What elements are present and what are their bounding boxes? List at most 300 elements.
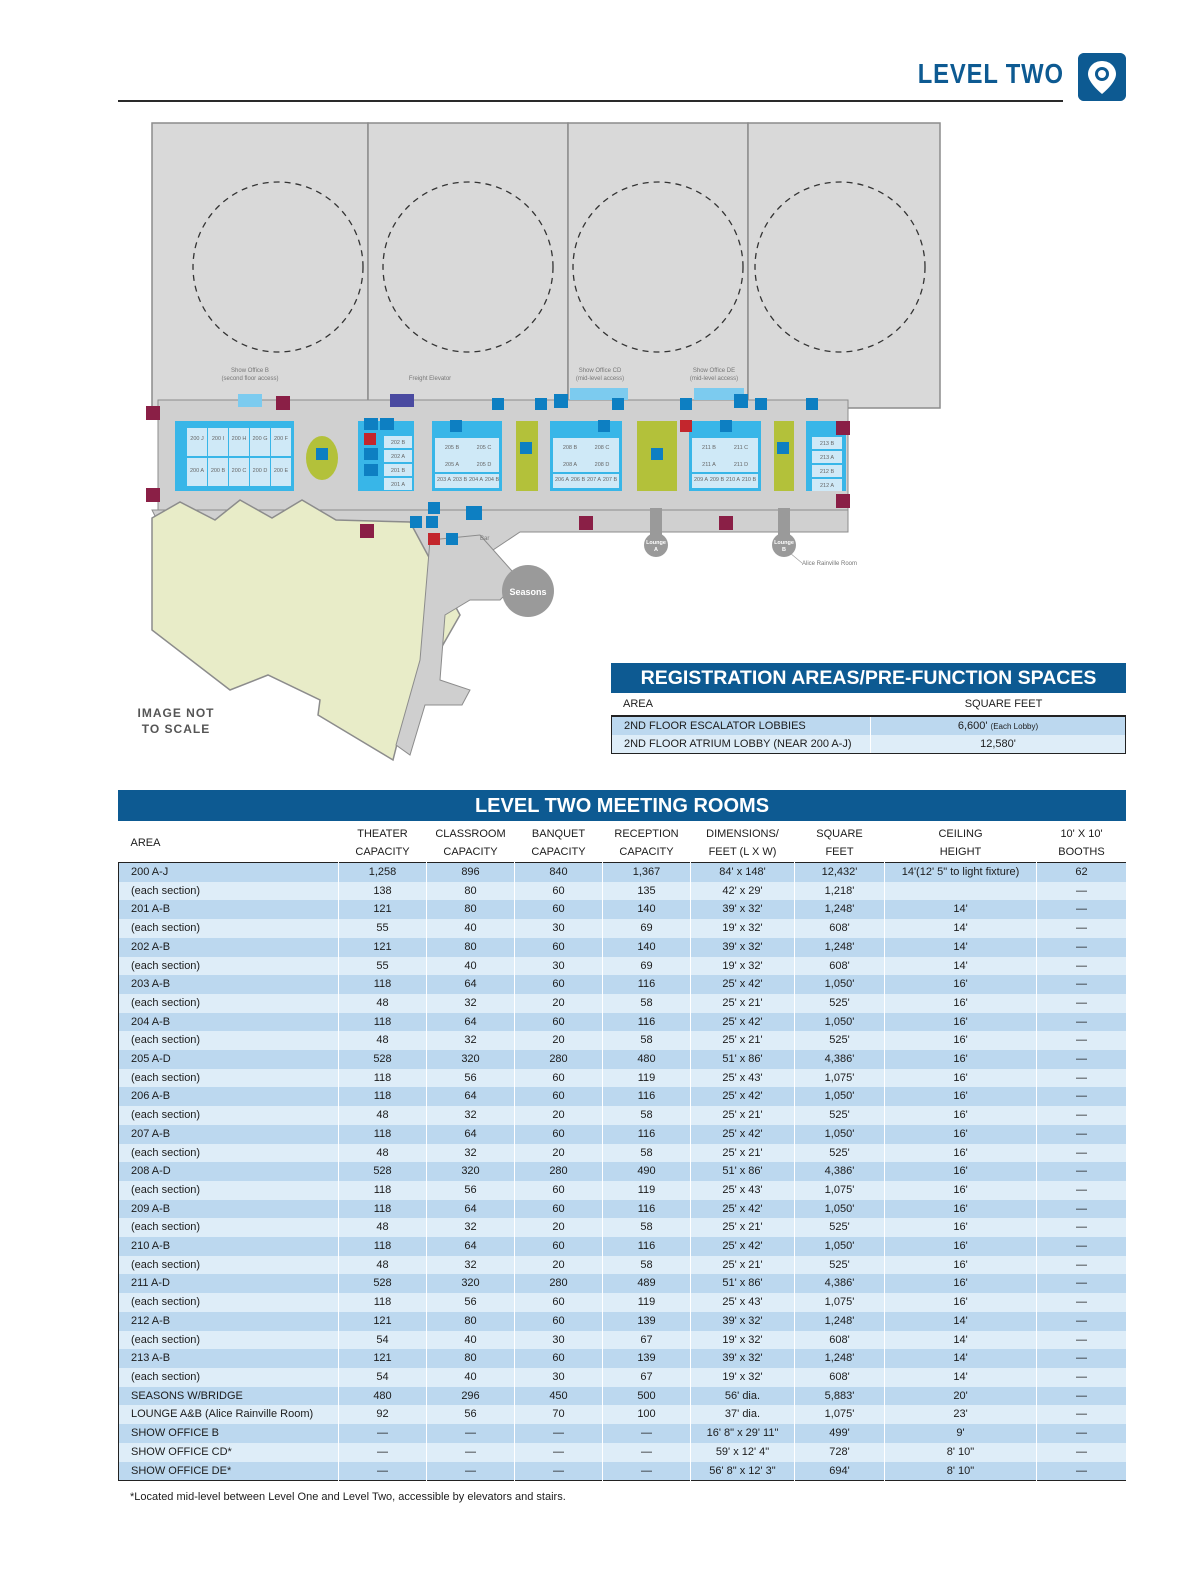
table-cell: 16' [885,975,1037,994]
table-cell: — [339,1443,427,1462]
table-cell: 4,386' [795,1274,885,1293]
table-row [119,938,1127,957]
table-row [119,1200,1127,1219]
table-cell: (each section) [119,1218,339,1237]
svg-text:205 C: 205 C [476,445,492,451]
table-cell: (each section) [119,1331,339,1350]
table-cell: (each section) [119,1256,339,1275]
table-row [119,1368,1127,1387]
table-cell: 116 [603,1200,691,1219]
exhibit-hall-d [568,123,748,408]
table-cell: 139 [603,1349,691,1368]
svg-text:213 A: 213 A [819,455,835,461]
table-row [119,1087,1127,1106]
table-cell: 16' [885,1069,1037,1088]
table-cell: 694' [795,1462,885,1481]
table-cell: — [427,1443,515,1462]
table-cell: 1,367 [603,863,691,882]
table-cell: 14' [885,938,1037,957]
column-header [339,824,427,863]
table-row [119,1106,1127,1125]
table-cell: SHOW OFFICE DE* [119,1462,339,1481]
table-cell: 525' [795,1031,885,1050]
table-cell: 56' dia. [691,1387,795,1406]
table-row [119,1013,1127,1032]
table-cell: — [1037,994,1127,1013]
table-cell: 39' x 32' [691,1349,795,1368]
column-header [119,824,339,863]
table-cell: 14' [885,919,1037,938]
table-cell: 25' x 43' [691,1181,795,1200]
table-cell: 16' [885,1293,1037,1312]
table-cell: 25' x 42' [691,975,795,994]
table-cell: 55 [339,919,427,938]
table-cell: 119 [603,1293,691,1312]
table-cell: 210 A-B [119,1237,339,1256]
table-cell: 60 [515,1013,603,1032]
table-cell: (each section) [119,994,339,1013]
table-cell: — [515,1462,603,1481]
table-cell: 64 [427,1237,515,1256]
col-area: AREA [623,698,653,710]
table-cell: — [1037,1200,1127,1219]
registration-body [611,717,1126,754]
table-cell: — [515,1443,603,1462]
table-cell: 20 [515,1144,603,1163]
table-cell: — [339,1462,427,1481]
table-cell: — [1037,1256,1127,1275]
table-cell: 1,050' [795,1087,885,1106]
svg-text:207 B: 207 B [602,477,618,483]
svg-text:200 A: 200 A [189,468,205,474]
table-cell: 16' [885,1125,1037,1144]
table-cell: 60 [515,975,603,994]
show-office-b [238,394,262,407]
table-cell: 32 [427,1144,515,1163]
meeting-rooms-header [119,824,1127,863]
table-cell: 138 [339,882,427,901]
table-cell: 25' x 42' [691,1013,795,1032]
lounge-a-label: Lounge A [646,540,666,553]
table-cell: 40 [427,1368,515,1387]
table-cell: 20 [515,994,603,1013]
table-cell: 25' x 21' [691,1031,795,1050]
table-cell: 320 [427,1274,515,1293]
info-icon [446,533,458,545]
column-header-line: BOOTHS [1058,846,1105,858]
table-cell: 525' [795,994,885,1013]
freight-elevator [390,394,414,407]
table-cell: 20 [515,1106,603,1125]
table-cell: 1,050' [795,1200,885,1219]
table-cell: 19' x 32' [691,1368,795,1387]
escalator-green-1 [516,421,538,491]
table-cell: 16' [885,1144,1037,1163]
table-row [119,1405,1127,1424]
table-row [119,1162,1127,1181]
table-cell: 80 [427,938,515,957]
table-cell: 450 [515,1387,603,1406]
exhibit-hall-c [368,123,568,408]
table-cell: 490 [603,1162,691,1181]
table-cell: 25' x 21' [691,994,795,1013]
table-cell: 1,218' [795,882,885,901]
table-cell: 25' x 42' [691,1087,795,1106]
table-cell: (each section) [119,1069,339,1088]
table-cell: 528 [339,1050,427,1069]
column-header-line: AREA [130,837,161,849]
table-cell: 64 [427,1013,515,1032]
table-cell: 119 [603,1181,691,1200]
table-cell: 64 [427,1125,515,1144]
svg-text:210 A: 210 A [725,477,741,483]
column-header [515,824,603,863]
table-row [119,1293,1127,1312]
table-cell: 1,050' [795,1013,885,1032]
table-cell: — [1037,1387,1127,1406]
table-cell: 116 [603,1125,691,1144]
table-cell: 1,075' [795,1405,885,1424]
exhibit-hall-e [748,123,940,408]
table-cell: 40 [427,1331,515,1350]
table-cell: 16' [885,1218,1037,1237]
svg-text:206 B: 206 B [570,477,586,483]
table-cell: 60 [515,938,603,957]
svg-text:203 B: 203 B [452,477,468,483]
svg-text:208 D: 208 D [594,462,610,468]
svg-text:205 B: 205 B [444,445,460,451]
table-cell: 20 [515,1218,603,1237]
column-header-line: BANQUET [531,828,586,840]
table-cell: (each section) [119,1106,339,1125]
page-title: LEVEL TWO [917,58,1064,89]
table-cell: 528 [339,1162,427,1181]
table-cell: 51' x 86' [691,1274,795,1293]
svg-text:200 G: 200 G [252,436,268,442]
table-cell: 58 [603,1031,691,1050]
table-cell: 139 [603,1312,691,1331]
svg-text:200 H: 200 H [231,436,247,442]
table-cell: 14' [885,900,1037,919]
table-cell: 69 [603,919,691,938]
table-cell: — [339,1424,427,1443]
table-cell: (each section) [119,1181,339,1200]
table-row [119,1387,1127,1406]
table-cell: 1,075' [795,1293,885,1312]
table-cell: 4,386' [795,1050,885,1069]
table-cell: 320 [427,1050,515,1069]
table-cell: 896 [427,863,515,882]
table-cell: 51' x 86' [691,1162,795,1181]
table-cell: 14' [885,1368,1037,1387]
table-cell: 60 [515,1069,603,1088]
table-cell: 60 [515,1293,603,1312]
registration-row [612,717,1125,735]
table-cell: 320 [427,1162,515,1181]
table-row [119,1031,1127,1050]
bar-label: Bar [480,536,490,542]
column-header-line: HEIGHT [939,846,982,858]
table-cell: 30 [515,957,603,976]
table-cell: — [1037,957,1127,976]
table-row [119,1462,1127,1481]
table-cell: 60 [515,1312,603,1331]
table-cell: 64 [427,1087,515,1106]
table-cell: 60 [515,1125,603,1144]
svg-text:211 C: 211 C [733,445,749,451]
table-cell: 1,248' [795,1312,885,1331]
table-cell: 37' dia. [691,1405,795,1424]
table-cell: 608' [795,1331,885,1350]
table-cell: 280 [515,1050,603,1069]
table-cell: 209 A-B [119,1200,339,1219]
svg-text:200 F: 200 F [273,436,289,442]
svg-text:208 B: 208 B [562,445,578,451]
table-row [119,957,1127,976]
table-cell: 9' [885,1424,1037,1443]
registration-sqft-cell [871,717,1125,735]
table-cell: — [515,1424,603,1443]
table-cell: 118 [339,1069,427,1088]
table-cell: 58 [603,1106,691,1125]
table-cell: 19' x 32' [691,957,795,976]
table-cell: 84' x 148' [691,863,795,882]
table-cell: 40 [427,919,515,938]
table-cell: 16' [885,1106,1037,1125]
table-cell: — [1037,1144,1127,1163]
table-cell: 213 A-B [119,1349,339,1368]
exhibit-hall-b [152,123,368,408]
svg-text:211 A: 211 A [702,462,716,468]
table-cell: 16' [885,1237,1037,1256]
table-cell: 116 [603,1013,691,1032]
meeting-rooms-table [118,790,1126,1481]
registration-note: (Each Lobby) [990,722,1039,731]
table-cell: 25' x 43' [691,1069,795,1088]
table-cell: 121 [339,1312,427,1331]
table-cell: 118 [339,1125,427,1144]
table-cell: (each section) [119,1293,339,1312]
table-cell: 280 [515,1162,603,1181]
table-cell: 58 [603,1144,691,1163]
table-cell: — [1037,1050,1127,1069]
table-cell: LOUNGE A&B (Alice Rainville Room) [119,1405,339,1424]
table-cell: 499' [795,1424,885,1443]
table-cell: 480 [339,1387,427,1406]
table-cell: 30 [515,919,603,938]
svg-text:200 D: 200 D [252,468,268,474]
svg-text:203 A: 203 A [436,477,452,483]
table-cell: — [1037,1181,1127,1200]
table-cell: 39' x 32' [691,1312,795,1331]
table-cell: 489 [603,1274,691,1293]
table-cell: 14' [885,1349,1037,1368]
table-row [119,1125,1127,1144]
table-cell: 525' [795,1106,885,1125]
table-cell: 16' [885,994,1037,1013]
table-cell: 62 [1037,863,1127,882]
table-row [119,1443,1127,1462]
table-cell: (each section) [119,882,339,901]
table-cell: 54 [339,1368,427,1387]
table-row [119,919,1127,938]
table-cell: 30 [515,1331,603,1350]
column-header [795,824,885,863]
lounge-b-label: Lounge B [774,540,794,553]
table-cell: 25' x 42' [691,1237,795,1256]
table-cell: — [1037,1031,1127,1050]
column-header-line: CAPACITY [619,846,674,858]
column-header-line: DIMENSIONS/ [706,828,779,840]
table-cell: — [1037,1087,1127,1106]
table-cell: — [1037,1125,1127,1144]
column-header-line: SQUARE [816,828,863,840]
table-cell: — [1037,1443,1127,1462]
table-cell: — [1037,1312,1127,1331]
table-cell: — [1037,1368,1127,1387]
table-row [119,882,1127,901]
table-cell: 56 [427,1405,515,1424]
table-cell: — [1037,882,1127,901]
table-cell: 80 [427,882,515,901]
table-cell: — [1037,900,1127,919]
svg-text:211 D: 211 D [733,462,749,468]
table-cell: 19' x 32' [691,919,795,938]
table-cell: 32 [427,1106,515,1125]
table-cell: 20 [515,1031,603,1050]
table-cell: 296 [427,1387,515,1406]
table-cell: 16' [885,1013,1037,1032]
svg-text:209 A: 209 A [693,477,709,483]
svg-text:201 B: 201 B [390,468,406,474]
table-cell: (each section) [119,1368,339,1387]
table-cell: 58 [603,1218,691,1237]
table-cell: 25' x 42' [691,1200,795,1219]
table-cell: 70 [515,1405,603,1424]
table-cell: 40 [427,957,515,976]
table-row [119,1144,1127,1163]
table-cell: — [1037,1218,1127,1237]
table-cell: 528 [339,1274,427,1293]
table-cell: 500 [603,1387,691,1406]
table-cell: 211 A-D [119,1274,339,1293]
table-cell: 1,050' [795,1125,885,1144]
show-office-cd-label: Show Office CD (mid-level access) [575,368,625,382]
table-cell: 48 [339,1218,427,1237]
svg-text:208 C: 208 C [594,445,610,451]
column-header [885,824,1037,863]
footnote: *Located mid-level between Level One and Level Two, accessible by elevators and stairs. [130,1491,566,1503]
table-cell: 140 [603,938,691,957]
registration-area: 2ND FLOOR ESCALATOR LOBBIES [612,717,871,735]
table-cell: — [1037,1069,1127,1088]
column-header-line: FEET (L X W) [708,846,777,858]
table-cell: 16' [885,1200,1037,1219]
svg-text:207 A: 207 A [586,477,602,483]
table-cell: 140 [603,900,691,919]
table-cell: 525' [795,1256,885,1275]
table-cell [885,882,1037,901]
alice-leader [790,553,802,563]
table-row [119,900,1127,919]
registration-sqft: 12,580' [980,738,1016,750]
table-cell: 56 [427,1181,515,1200]
table-cell: 60 [515,1349,603,1368]
table-cell: — [1037,975,1127,994]
column-header-line: CAPACITY [355,846,410,858]
table-cell: 16' [885,1031,1037,1050]
svg-text:200 I: 200 I [211,436,225,442]
svg-text:211 B: 211 B [702,445,716,451]
table-cell: 25' x 43' [691,1293,795,1312]
table-cell: 25' x 21' [691,1144,795,1163]
table-cell: 80 [427,1349,515,1368]
table-cell: 8' 10" [885,1443,1037,1462]
table-cell: 121 [339,938,427,957]
registration-row [612,735,1125,753]
column-header-line: 10' X 10' [1060,828,1103,840]
table-cell: 118 [339,1293,427,1312]
table-cell: 42' x 29' [691,882,795,901]
table-cell: 16' 8" x 29' 11" [691,1424,795,1443]
table-cell: 116 [603,975,691,994]
table-cell: 608' [795,957,885,976]
table-cell: 69 [603,957,691,976]
table-cell: 60 [515,1200,603,1219]
table-cell: 5,883' [795,1387,885,1406]
column-header [427,824,515,863]
table-cell: 525' [795,1218,885,1237]
table-cell: 116 [603,1237,691,1256]
show-office-de-label: Show Office DE (mid-level access) [689,368,739,382]
table-cell: 32 [427,994,515,1013]
table-cell: 1,075' [795,1069,885,1088]
table-row [119,994,1127,1013]
table-row [119,1256,1127,1275]
table-cell: 54 [339,1331,427,1350]
table-cell: — [1037,1462,1127,1481]
table-row [119,863,1127,882]
table-cell: 608' [795,1368,885,1387]
table-cell: 121 [339,1349,427,1368]
floor-map [0,0,1200,770]
table-cell: — [1037,938,1127,957]
table-cell: 48 [339,1144,427,1163]
table-cell: 1,050' [795,975,885,994]
table-cell: 25' x 21' [691,1218,795,1237]
table-cell: 116 [603,1087,691,1106]
table-cell: 56 [427,1069,515,1088]
table-cell: 60 [515,1087,603,1106]
table-cell: 12,432' [795,863,885,882]
table-cell: 67 [603,1331,691,1350]
seasons-label: Seasons [509,587,547,597]
alice-label: Alice Rainville Room [802,561,858,567]
column-header-line: THEATER [357,828,408,840]
table-cell: 55 [339,957,427,976]
table-cell: 58 [603,1256,691,1275]
table-cell: 608' [795,919,885,938]
phone-icon-2 [680,420,692,432]
table-cell: SHOW OFFICE B [119,1424,339,1443]
table-cell: 206 A-B [119,1087,339,1106]
table-cell: 64 [427,1200,515,1219]
table-cell: 207 A-B [119,1125,339,1144]
svg-text:204 A: 204 A [468,477,484,483]
not-to-scale-note: IMAGE NOT TO SCALE [137,706,215,736]
svg-text:202 B: 202 B [390,440,406,446]
table-cell: 16' [885,1162,1037,1181]
